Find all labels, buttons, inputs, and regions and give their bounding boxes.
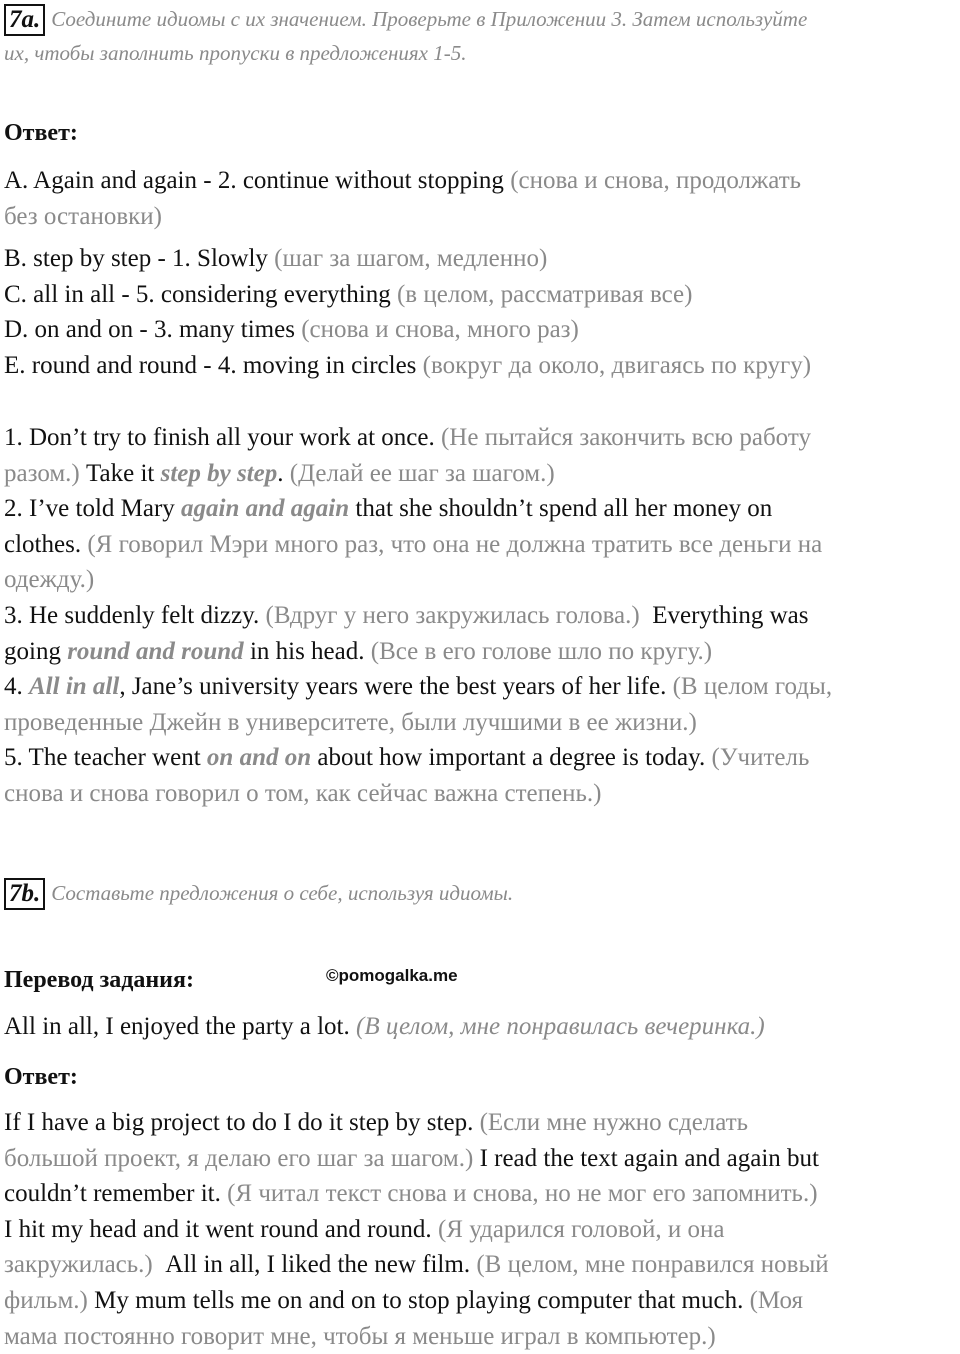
match-c-russian: (в целом, рассматривая все) bbox=[396, 280, 693, 308]
sentence-4-text: , Jane’s university years were the best years of her life. bbox=[119, 673, 673, 701]
example-russian: (В целом, мне понравилась вечеринка.) bbox=[356, 1013, 765, 1040]
match-a-english: A. Again and again - 2. continue without stopping bbox=[4, 167, 511, 194]
sentence-2-translation-end: одежду.) bbox=[4, 566, 95, 594]
answer-2-l5-russian: закружилась.) bbox=[4, 1251, 160, 1279]
sentence-2-continued bbox=[4, 527, 960, 563]
match-d-russian: (снова и снова, много раз) bbox=[301, 316, 579, 344]
sentence-3-idiom: round and round bbox=[67, 637, 244, 665]
sentence-1-idiom: step by step bbox=[160, 459, 278, 487]
match-e bbox=[4, 348, 960, 384]
example-english: All in all, I enjoyed the party a lot. bbox=[4, 1013, 356, 1040]
watermark: ©pomogalka.me bbox=[326, 966, 458, 985]
sentence-5-text-2: about how important a degree is today. bbox=[311, 744, 712, 772]
sentence-1-continued bbox=[4, 456, 960, 492]
sentence-4-number: 4. bbox=[4, 673, 29, 701]
match-b-english: B. step by step - 1. Slowly bbox=[4, 245, 275, 273]
sentence-1-translation: (Не пытайся закончить всю работу bbox=[440, 424, 811, 451]
match-b bbox=[4, 241, 960, 277]
answer-2-l6-russian-2: (Моя bbox=[749, 1286, 804, 1314]
match-d-english: D. on and on - 3. many times bbox=[4, 316, 302, 344]
task-7a-label: 7a. bbox=[4, 4, 45, 36]
sentence-5-idiom: on and on bbox=[206, 744, 312, 772]
match-b-russian: (шаг за шагом, медленно) bbox=[274, 245, 548, 273]
answer-2-line-6 bbox=[4, 1283, 960, 1319]
match-e-russian: (вокруг да около, двигаясь по кругу) bbox=[422, 351, 812, 379]
sentence-2-text-3: clothes. bbox=[4, 530, 88, 558]
match-e-english: E. round and round - 4. moving in circles bbox=[4, 351, 423, 379]
answer-2-l2-russian: большой проект, я делаю его шаг за шагом.) bbox=[4, 1144, 474, 1172]
task-7b-label: 7b. bbox=[4, 878, 45, 910]
sentence-5 bbox=[4, 740, 960, 776]
sentence-2-text: 2. I’ve told Mary bbox=[4, 495, 182, 523]
task-7a-instruction-line-1: Соедините идиомы с их значением. Проверьте в Приложении 3. Затем используйте bbox=[51, 7, 808, 31]
match-c-english: C. all in all - 5. considering everything bbox=[4, 280, 397, 308]
sentence-3-translation: (Вдруг у него закружилась голова.) bbox=[265, 601, 640, 629]
task-7a-instruction-line-2: их, чтобы заполнить пропуски в предложениях 1-5. bbox=[4, 41, 467, 65]
idiom-matches bbox=[4, 163, 960, 384]
sentence-3 bbox=[4, 598, 960, 634]
match-c bbox=[4, 277, 960, 313]
gap-fill-sentences bbox=[4, 420, 960, 812]
answer-2-l2-english: I read the text again and again but bbox=[473, 1144, 820, 1172]
answer-2-l4-russian: (Я ударился головой, и она bbox=[437, 1215, 725, 1243]
sentence-4-translation: (В целом годы, bbox=[672, 673, 833, 701]
sentence-3-text-3: going bbox=[4, 637, 68, 665]
sentence-1-text-2: Take it bbox=[86, 459, 161, 487]
sentence-3-text-4: in his head. bbox=[243, 637, 371, 665]
sentence-5-translation: (Учитель bbox=[711, 744, 810, 772]
sentence-5-text: 5. The teacher went bbox=[4, 744, 207, 772]
sentence-1-text: 1. Don’t try to finish all your work at once. bbox=[4, 424, 441, 451]
sentence-5-translation-end: снова и снова говорил о том, как сейчас важна степень.) bbox=[4, 779, 602, 807]
sentence-3-text-2: Everything was bbox=[639, 601, 809, 629]
sentence-1-period: . bbox=[277, 459, 290, 487]
answer-2-l1-english: If I have a big project to do I do it step by step. bbox=[4, 1109, 480, 1136]
sentence-2 bbox=[4, 491, 960, 527]
answer-2-l5-english: All in all, I liked the new film. bbox=[159, 1251, 477, 1279]
answer-2-l6-english: My mum tells me on and on to stop playing computer that much. bbox=[87, 1286, 750, 1314]
answer-2-line-3 bbox=[4, 1176, 960, 1212]
example-line bbox=[4, 1009, 960, 1045]
answer-2-line-5 bbox=[4, 1247, 960, 1283]
translation-heading: Перевод задания: bbox=[4, 967, 194, 993]
sentence-1 bbox=[4, 420, 960, 456]
sentence-4 bbox=[4, 669, 960, 705]
sentence-2-translation: (Я говорил Мэри много раз, что она не должна тратить все деньги на bbox=[87, 530, 823, 558]
sentence-3-continued bbox=[4, 634, 960, 670]
match-a-russian: (снова и снова, продолжать bbox=[510, 167, 802, 194]
answer-2-l4-english: I hit my head and it went round and round. bbox=[4, 1215, 438, 1243]
match-d bbox=[4, 312, 960, 348]
example-sentence bbox=[4, 1009, 960, 1045]
answer-2-l3-english: couldn’t remember it. bbox=[4, 1180, 228, 1208]
answer-2-l3-russian: (Я читал текст снова и снова, но не мог его запомнить.) bbox=[227, 1180, 818, 1208]
sentence-1-translation-2: (Делай ее шаг за шагом.) bbox=[289, 459, 555, 487]
sentence-1-translation-end: разом.) bbox=[4, 459, 86, 487]
task-7a-header bbox=[4, 4, 807, 36]
task-7b-instruction: Составьте предложения о себе, используя идиомы. bbox=[51, 881, 514, 905]
sentence-4-idiom: All in all bbox=[29, 673, 120, 701]
answer-2-l6-russian: фильм.) bbox=[4, 1286, 88, 1314]
match-a bbox=[4, 163, 960, 199]
answer-2-line-7: мама постоянно говорит мне, чтобы я меньше играл в компьютер.) bbox=[4, 1322, 716, 1350]
sentence-2-text-2: that she shouldn’t spend all her money on bbox=[349, 495, 773, 523]
answer-heading: Ответ: bbox=[4, 120, 78, 146]
answer-2-line-1 bbox=[4, 1105, 960, 1141]
answer-2-l5-russian-2: (В целом, мне понравился новый bbox=[476, 1251, 829, 1279]
sentence-3-translation-2: (Все в его голове шло по кругу.) bbox=[370, 637, 713, 665]
task-7b-header bbox=[4, 878, 513, 910]
sentence-2-idiom: again and again bbox=[181, 495, 350, 523]
answer-2-l1-russian: (Если мне нужно сделать bbox=[479, 1109, 749, 1136]
answer-2-line-2 bbox=[4, 1141, 960, 1177]
answer-2-text bbox=[4, 1105, 960, 1354]
match-a-continued: без остановки) bbox=[4, 202, 162, 230]
answer-2-line-4 bbox=[4, 1212, 960, 1248]
answer-2-heading: Ответ: bbox=[4, 1064, 78, 1090]
task-7a-instruction bbox=[51, 4, 807, 34]
sentence-4-translation-end: проведенные Джейн в университете, были лучшими в ее жизни.) bbox=[4, 708, 697, 736]
sentence-3-text: 3. He suddenly felt dizzy. bbox=[4, 601, 266, 629]
